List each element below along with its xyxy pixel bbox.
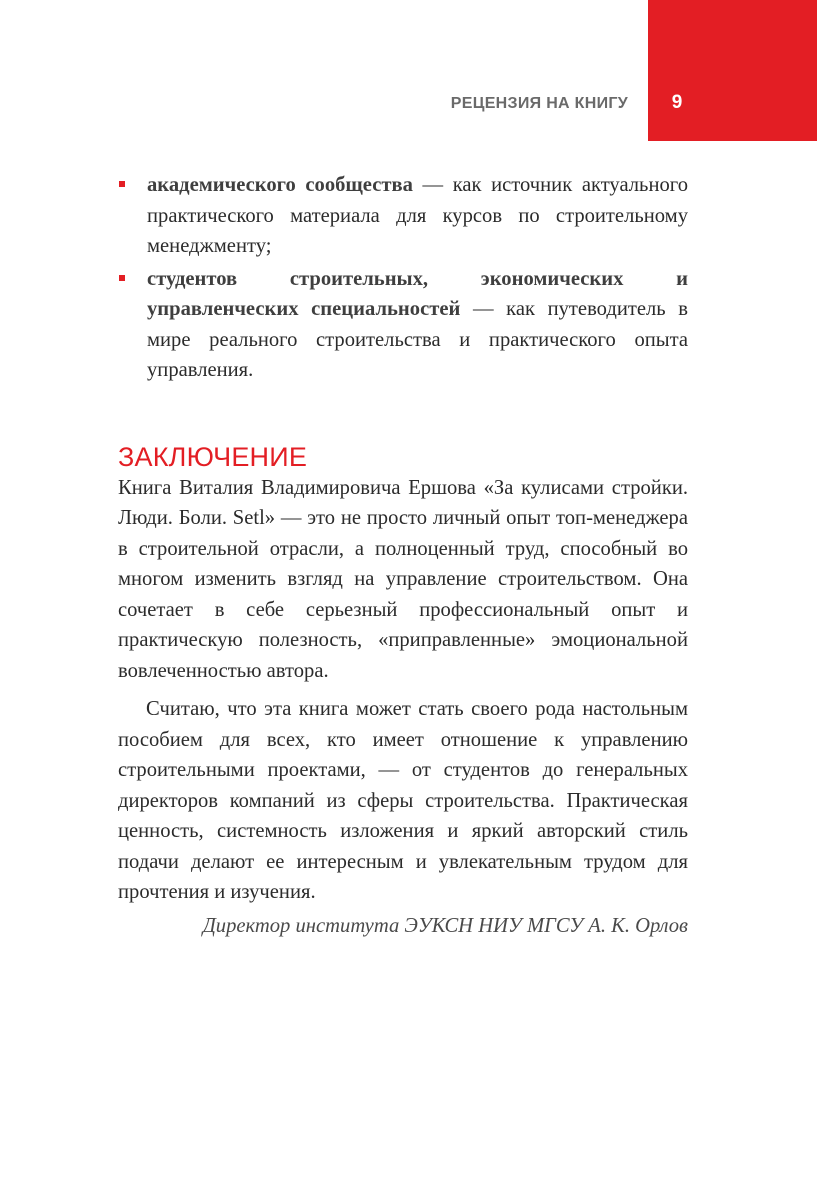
bullet-square-icon — [119, 275, 125, 281]
page-number-tab — [648, 0, 817, 141]
bullet-square-icon — [119, 181, 125, 187]
bullet-list — [118, 170, 688, 386]
page-number: 9 — [671, 92, 683, 113]
bullet-term: академического сообщества — [147, 174, 413, 196]
author-signature: Директор института ЭУКСН НИУ МГСУ А. К. Орлов — [202, 914, 688, 937]
list-item — [118, 170, 688, 262]
conclusion-paragraph-1: Книга Виталия Владимировича Ершова «За кулисами стройки. Люди. Боли. Setl» — это не просто личный опыт топ-менеджера в строительной отрасли, а полноценный труд, способный во многом изменить взгляд на управление строительством. Она сочетает в себе серьезный профессиональный опыт и практическую полезность, «приправленные» эмоциональной вовлеченностью автора. — [118, 476, 688, 682]
list-item — [118, 264, 688, 386]
page-content — [118, 170, 688, 944]
conclusion-paragraph-2: Считаю, что эта книга может стать своего рода настольным пособием для всех, кто имеет отношение к управлению строительными проектами, — от студентов до генеральных директоров компаний из сферы строительства. Практическая ценность, системность изложения и яркий авторский стиль подачи делают ее интересным и увлекательным трудом для прочтения и изучения. — [118, 698, 688, 903]
bullet-term: студентов строительных, экономических и управленческих специальностей — [147, 267, 688, 320]
running-head: РЕЦЕНЗИЯ НА КНИГУ — [450, 95, 628, 112]
bullet-text: — как источник актуального практического материала для курсов по строительному менеджменту; — [147, 174, 688, 257]
section-heading: ЗАКЛЮЧЕНИЕ — [118, 441, 308, 472]
bullet-text: — как путеводитель в мире реального строительства и практического опыта управления. — [147, 298, 688, 381]
